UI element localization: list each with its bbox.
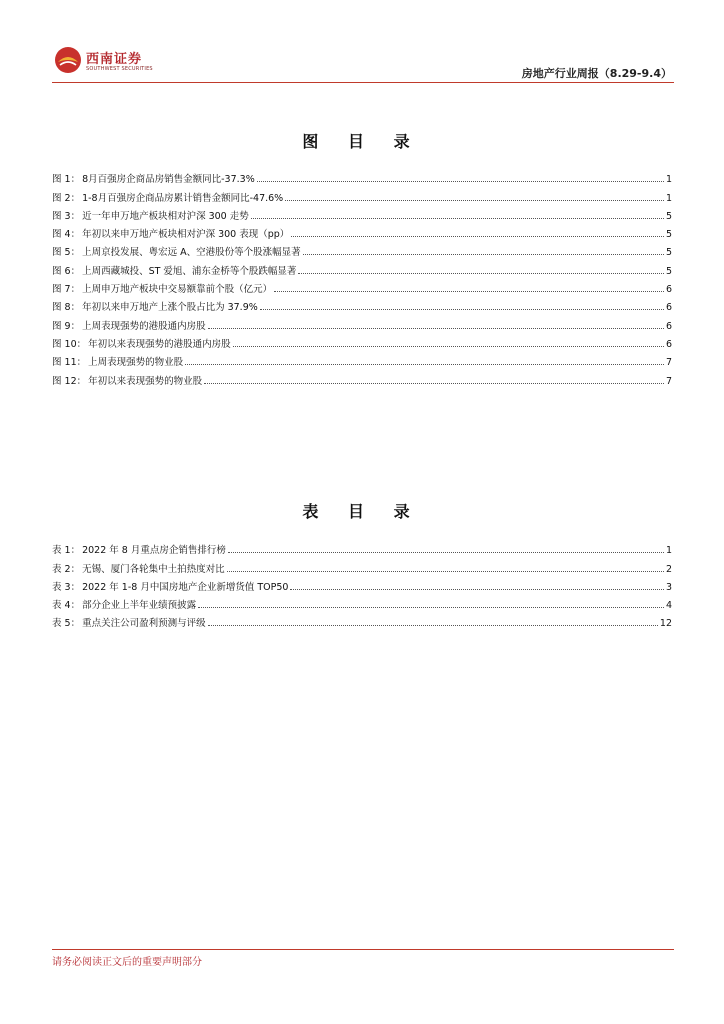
- entry-text: 无锡、厦门各轮集中土拍热度对比: [82, 563, 225, 575]
- entry-page: 3: [665, 581, 672, 593]
- entry-label: 表 2：: [52, 563, 81, 575]
- figures-toc-list: [52, 167, 672, 387]
- table-toc-entry[interactable]: [52, 575, 672, 593]
- dot-leader: [204, 383, 664, 384]
- entry-page: 5: [665, 210, 672, 222]
- logo-name-en: SOUTHWEST SECURITIES: [86, 66, 153, 72]
- page-header: [52, 44, 674, 84]
- figure-toc-entry[interactable]: [52, 350, 672, 368]
- entry-text: 重点关注公司盈利预测与评级: [82, 618, 206, 630]
- entry-text: 年初以来表现强势的物业股: [88, 375, 203, 387]
- table-toc-entry[interactable]: [52, 556, 672, 574]
- dot-leader: [198, 607, 664, 608]
- entry-text: 部分企业上半年业绩预披露: [82, 600, 197, 612]
- entry-text: 年初以来表现强势的港股通内房股: [88, 338, 231, 350]
- entry-text: 年初以来申万地产上涨个股占比为 37.9%: [82, 302, 258, 314]
- entry-text: 8月百强房企商品房销售金额同比-37.3%: [82, 174, 255, 186]
- dot-leader: [298, 273, 664, 274]
- entry-label: 表 3：: [52, 581, 81, 593]
- table-toc-entry[interactable]: [52, 538, 672, 556]
- figure-toc-entry[interactable]: [52, 332, 672, 350]
- entry-label: 图 7：: [52, 284, 81, 296]
- entry-text: 年初以来申万地产板块相对沪深 300 表现（pp）: [82, 229, 290, 241]
- dot-leader: [208, 328, 664, 329]
- entry-page: 1: [665, 545, 672, 557]
- entry-page: 1: [665, 174, 672, 186]
- entry-label: 表 4：: [52, 600, 81, 612]
- entry-page: 7: [665, 375, 672, 387]
- figures-toc-title: 图 目 录: [302, 132, 422, 151]
- entry-label: 图 10：: [52, 338, 87, 350]
- entry-page: 5: [665, 265, 672, 277]
- figure-toc-entry[interactable]: [52, 222, 672, 240]
- figure-toc-entry[interactable]: [52, 204, 672, 222]
- dot-leader: [185, 364, 664, 365]
- entry-label: 表 5：: [52, 618, 81, 630]
- entry-page: 7: [665, 357, 672, 369]
- logo-emblem-icon: [54, 46, 82, 74]
- dot-leader: [291, 236, 664, 237]
- dot-leader: [285, 200, 664, 201]
- entry-label: 图 9：: [52, 320, 81, 332]
- table-toc-entry[interactable]: [52, 611, 672, 629]
- entry-label: 表 1：: [52, 545, 81, 557]
- entry-text: 近一年申万地产板块相对沪深 300 走势: [82, 210, 249, 222]
- entry-text: 上周京投发展、粤宏远 A、空港股份等个股涨幅显著: [82, 247, 301, 259]
- entry-page: 4: [665, 600, 672, 612]
- entry-text: 2022 年 8 月重点房企销售排行榜: [82, 545, 226, 557]
- footer-divider: [52, 949, 674, 950]
- entry-page: 6: [665, 284, 672, 296]
- figure-toc-entry[interactable]: [52, 167, 672, 185]
- figure-toc-entry[interactable]: [52, 240, 672, 258]
- entry-page: 2: [665, 563, 672, 575]
- footer-disclaimer: 请务必阅读正文后的重要声明部分: [52, 957, 202, 968]
- entry-label: 图 11：: [52, 357, 87, 369]
- figure-toc-entry[interactable]: [52, 258, 672, 276]
- entry-page: 5: [665, 247, 672, 259]
- tables-toc-list: [52, 538, 672, 629]
- entry-text: 上周表现强势的港股通内房股: [82, 320, 206, 332]
- figure-toc-entry[interactable]: [52, 277, 672, 295]
- dot-leader: [228, 552, 664, 553]
- figure-toc-entry[interactable]: [52, 368, 672, 386]
- dot-leader: [208, 625, 658, 626]
- entry-label: 图 8：: [52, 302, 81, 314]
- entry-page: 6: [665, 320, 672, 332]
- entry-text: 1-8月百强房企商品房累计销售金额同比-47.6%: [82, 192, 284, 204]
- table-toc-entry[interactable]: [52, 593, 672, 611]
- entry-text: 上周表现强势的物业股: [88, 357, 184, 369]
- company-logo: [52, 44, 202, 80]
- entry-page: 5: [665, 229, 672, 241]
- dot-leader: [303, 254, 664, 255]
- dot-leader: [260, 309, 664, 310]
- entry-page: 6: [665, 302, 672, 314]
- dot-leader: [227, 571, 664, 572]
- figure-toc-entry[interactable]: [52, 295, 672, 313]
- tables-toc-title: 表 目 录: [302, 502, 422, 521]
- entry-text: 上周西藏城投、ST 爱旭、浦东金桥等个股跌幅显著: [82, 265, 297, 277]
- entry-page: 6: [665, 338, 672, 350]
- entry-page: 1: [665, 192, 672, 204]
- entry-label: 图 6：: [52, 265, 81, 277]
- entry-label: 图 5：: [52, 247, 81, 259]
- entry-text: 上周申万地产板块中交易额靠前个股（亿元）: [82, 284, 273, 296]
- entry-label: 图 4：: [52, 229, 81, 241]
- figure-toc-entry[interactable]: [52, 313, 672, 331]
- entry-label: 图 1：: [52, 174, 81, 186]
- dot-leader: [257, 181, 664, 182]
- dot-leader: [290, 589, 664, 590]
- dot-leader: [274, 291, 664, 292]
- entry-label: 图 2：: [52, 192, 81, 204]
- logo-name-cn: 西南证券: [86, 52, 143, 67]
- report-title: 房地产行业周报（8.29-9.4）: [521, 67, 672, 80]
- entry-page: 12: [659, 618, 672, 630]
- entry-label: 图 3：: [52, 210, 81, 222]
- dot-leader: [251, 218, 664, 219]
- entry-text: 2022 年 1-8 月中国房地产企业新增货值 TOP50: [82, 581, 289, 593]
- figure-toc-entry[interactable]: [52, 185, 672, 203]
- dot-leader: [233, 346, 664, 347]
- entry-label: 图 12：: [52, 375, 87, 387]
- header-divider: [52, 82, 674, 83]
